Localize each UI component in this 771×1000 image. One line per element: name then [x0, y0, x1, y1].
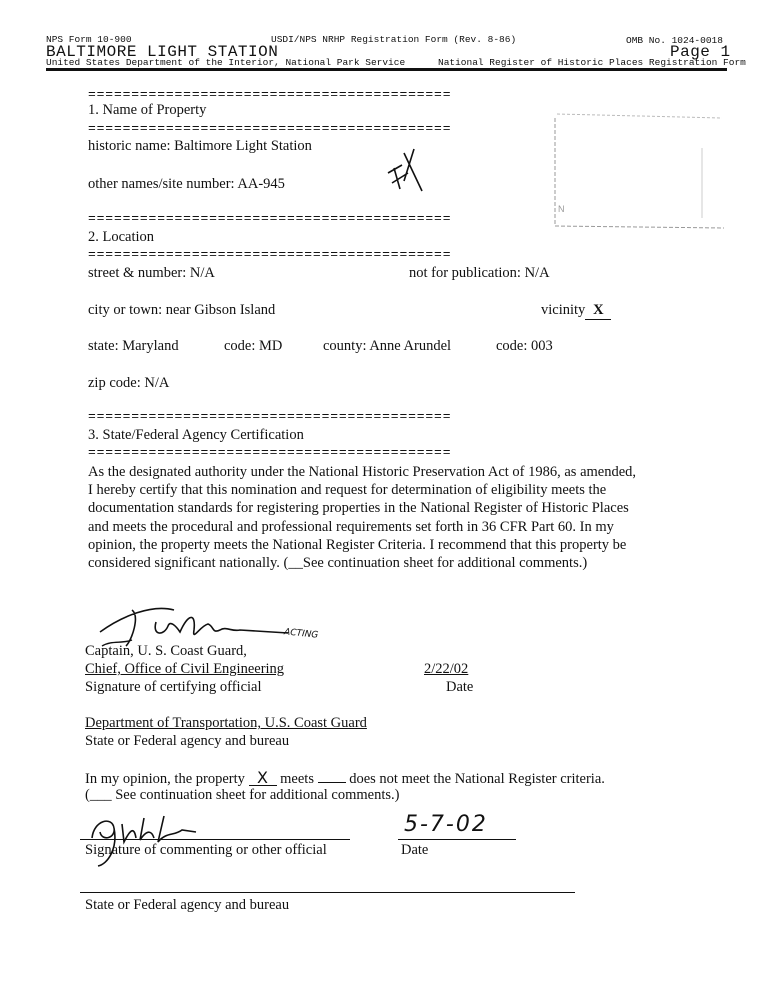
zip-code: zip code: N/A: [88, 375, 170, 391]
form-number: NPS Form 10-900: [46, 34, 132, 45]
certification-line: opinion, the property meets the National Register Criteria. I recommend that this property be: [88, 536, 627, 553]
opinion-prefix: In my opinion, the property: [85, 771, 245, 787]
acting-note: ACTING: [283, 627, 319, 641]
register-line: National Register of Historic Places Registration Form: [438, 57, 746, 68]
official-rank: Captain, U. S. Coast Guard,: [85, 643, 247, 659]
official-title: Chief, Office of Civil Engineering: [85, 661, 285, 677]
form-title: USDI/NPS NRHP Registration Form (Rev. 8-86): [271, 34, 517, 45]
commenting-signature: [78, 808, 218, 868]
commenting-date-label: Date: [401, 842, 429, 858]
state-code: code: MD: [224, 338, 283, 354]
city-town: city or town: near Gibson Island: [88, 302, 276, 318]
opinion-suffix: does not meet the National Register criteria.: [349, 771, 605, 787]
county: county: Anne Arundel: [323, 338, 452, 354]
rule-3: ==========================================: [88, 212, 452, 226]
certification-paragraph: [88, 463, 688, 572]
rule-2: ==========================================: [88, 122, 452, 136]
state: state: Maryland: [88, 338, 179, 354]
certification-line: considered significant nationally. (__See continuation sheet for additional comments.): [88, 555, 588, 572]
rule-4: ==========================================: [88, 248, 452, 262]
header-divider: [46, 68, 727, 71]
not-for-publication: not for publication: N/A: [409, 265, 550, 281]
receipt-stamp: N: [552, 108, 730, 233]
vicinity-mark: X: [585, 302, 611, 320]
commenting-signature-line: [80, 839, 350, 840]
handwritten-initials: [384, 143, 434, 203]
rule-6: ==========================================: [88, 446, 452, 460]
rule-1: ==========================================: [88, 88, 452, 102]
does-not-meet-blank: [318, 768, 346, 783]
certification-line: documentation standards for registering properties in the National Register of Historic Places: [88, 500, 629, 517]
continuation-note: (___ See continuation sheet for additional comments.): [85, 787, 400, 803]
certification-date-label: Date: [446, 679, 474, 695]
page-number: Page 1: [670, 43, 731, 61]
agency-label-2: State or Federal agency and bureau: [85, 897, 290, 913]
certification-line: As the designated authority under the National Historic Preservation Act of 1986, as amended,: [88, 464, 637, 480]
rule-5: ==========================================: [88, 410, 452, 424]
section-2-heading: 2. Location: [88, 229, 155, 245]
omb-number: OMB No. 1024-0018: [626, 35, 723, 46]
opinion-line: [85, 768, 605, 788]
historic-name: historic name: Baltimore Light Station: [88, 138, 312, 154]
certification-date: 2/22/02: [424, 661, 469, 677]
section-1-heading: 1. Name of Property: [88, 102, 207, 118]
certification-line: and meets the procedural and professional requirements set forth in 36 CFR Part 60. In my: [88, 518, 614, 535]
county-code: code: 003: [496, 338, 553, 354]
opinion-meets: meets: [280, 771, 314, 787]
other-names: other names/site number: AA-945: [88, 176, 285, 192]
signature-label: Signature of certifying official: [85, 679, 262, 695]
commenting-date-line: [398, 839, 516, 840]
agency-signature-line: [80, 892, 575, 893]
section-3-heading: 3. State/Federal Agency Certification: [88, 427, 304, 443]
agency-label: State or Federal agency and bureau: [85, 733, 290, 749]
property-title: BALTIMORE LIGHT STATION: [46, 43, 279, 61]
agency-name: Department of Transportation, U.S. Coast Guard: [85, 715, 367, 731]
department-line: United States Department of the Interior, National Park Service: [46, 57, 406, 68]
opinion-mark: X: [249, 771, 277, 786]
vicinity: [541, 302, 611, 320]
commenting-label: Signature of commenting or other official: [85, 842, 327, 858]
certification-line: I hereby certify that this nomination and request for determination of eligibility meets the: [88, 482, 607, 499]
commenting-date-handwritten: 5-7-02: [404, 812, 488, 837]
street-number: street & number: N/A: [88, 265, 215, 281]
vicinity-label: vicinity: [541, 302, 586, 318]
